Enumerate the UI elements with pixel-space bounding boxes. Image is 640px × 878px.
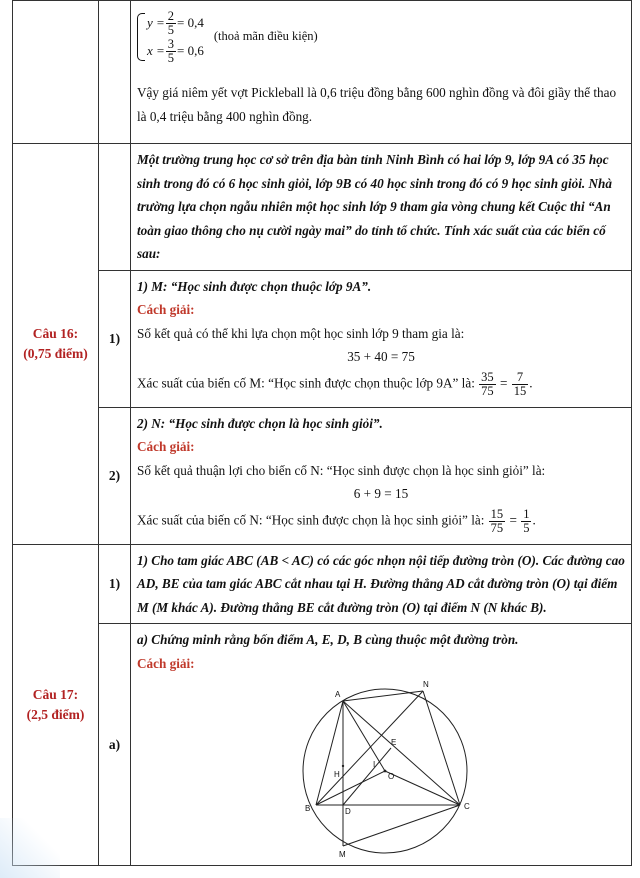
segment-ao (343, 701, 385, 771)
q17-part1-number: 1) (99, 544, 131, 624)
figure-area (137, 675, 625, 861)
label-b: B (305, 804, 311, 813)
question-cell-empty (13, 1, 99, 144)
question-17-label: Câu 17: (2,5 điểm) (13, 544, 99, 866)
label-a: A (335, 690, 341, 699)
question-16-label: Câu 16: (0,75 điểm) (13, 144, 99, 545)
q16-part1-number: 1) (99, 270, 131, 407)
equation-system-line (137, 7, 625, 67)
segment-oc (385, 771, 460, 805)
label-c: C (464, 802, 470, 811)
segment-ac (343, 701, 460, 805)
segment-ab (316, 701, 343, 805)
row-continuation (13, 1, 632, 144)
continuation-content (131, 1, 632, 144)
point-o (384, 770, 387, 773)
equation-x: x = $\frac{3}{5}$ = 0,6 (147, 36, 204, 65)
fraction: $\frac{15}{75}$ (490, 506, 504, 535)
q16-part1-content (131, 270, 632, 407)
fraction: $\frac{35}{75}$ (481, 369, 494, 398)
label-o: O (388, 772, 395, 781)
q16-statement: Một trường trung học cơ sở trên địa bàn tỉnh Ninh Bình có hai lớp 9, lớp 9A có 35 học sinh trong đó có 6 học sinh giỏi, lớp 9B có 40 học sinh trong đó có 9 học sinh giỏi. Nhà trường lựa chọn ngẫu nhiên một học sinh lớp 9 tham gia vòng chung kết Cuộc thi “An toàn giao thông cho nụ cười ngày mai” do tỉnh tổ chức. Tính xác suất của các biến cố sau: (131, 144, 632, 271)
q17-parta-number: a) (99, 624, 131, 866)
segment-de (343, 748, 391, 805)
q16-part2-content (131, 407, 632, 544)
q16-part2-line1: Số kết quả thuận lợi cho biến cố N: “Học sinh được chọn là học sinh giỏi” là: (137, 462, 546, 478)
segment-mc (343, 805, 460, 846)
q17-parta-content (131, 624, 632, 866)
row-q16-statement (13, 144, 632, 271)
method-label: Cách giải: (137, 655, 195, 671)
label-e: E (391, 738, 397, 747)
segment-an (343, 691, 423, 701)
q17-statement: 1) Cho tam giác ABC (AB < AC) có các góc nhọn nội tiếp đường tròn (O). Các đường cao AD, BE của tam giác ABC cắt nhau tại H. Đường thẳng AD cắt đường tròn (O) tại điểm M (M khác A). Đường thẳng BE cắt đường tròn (O) tại điểm N (N khác B). (137, 552, 625, 615)
row-q17-part1 (13, 544, 632, 624)
label-i: I (373, 760, 376, 769)
watermark-corner (0, 818, 60, 878)
row-q17-parta (13, 624, 632, 866)
row-q16-part2 (13, 407, 632, 544)
label-d: D (345, 807, 351, 816)
row-q16-part1 (13, 270, 632, 407)
part-cell-empty (99, 1, 131, 144)
q16-part2-probability: Xác suất của biến cố N: “Học sinh được chọn là học sinh giỏi” là: $\frac{15}{75}$ = $\frac{1}{5}$ . (137, 506, 536, 535)
q16-part2-number: 2) (99, 407, 131, 544)
label-n: N (423, 680, 429, 689)
condition-note: (thoả mãn điều kiện) (213, 29, 318, 44)
fraction-y: $\frac{2}{5}$ (167, 8, 175, 37)
brace-symbol (137, 13, 145, 61)
q16-part2-title: 2) N: “Học sinh được chọn là học sinh giỏi”. (137, 415, 383, 431)
equation-y: y = $\frac{2}{5}$ = 0,4 (147, 8, 204, 37)
q17-parta-statement: a) Chứng minh rằng bốn điểm A, E, D, B cùng thuộc một đường tròn. (137, 632, 519, 647)
equation-system (137, 9, 204, 65)
q16-part1-formula: 35 + 40 = 75 (347, 349, 415, 364)
fraction-x: $\frac{3}{5}$ (167, 36, 175, 65)
q17-part1-content (131, 544, 632, 624)
q16-part1-line1: Số kết quả có thể khi lựa chọn một học sinh lớp 9 tham gia là: (137, 325, 465, 341)
solution-table (12, 0, 632, 866)
q16-part2-formula: 6 + 9 = 15 (353, 486, 409, 501)
point-h (342, 765, 344, 767)
segment-bo (316, 771, 385, 805)
q16-part1-title: 1) M: “Học sinh được chọn thuộc lớp 9A”. (137, 278, 372, 294)
conclusion-text: Vậy giá niêm yết vợt Pickleball là 0,6 triệu đồng bằng 600 nghìn đồng và đôi giầy thể thao là 0,4 triệu bằng 400 nghìn đồng. (137, 85, 617, 124)
label-m: M (339, 850, 346, 857)
fraction: $\frac{7}{15}$ (513, 369, 527, 398)
label-h: H (334, 770, 340, 779)
method-label: Cách giải: (137, 302, 195, 317)
geometry-figure (285, 671, 485, 857)
q16-part1-probability: Xác suất của biến cố M: “Học sinh được chọn thuộc lớp 9A” là: $\frac{35}{75}$ = $\frac{7}{15}$ . (137, 369, 533, 398)
part-cell-empty (99, 144, 131, 271)
fraction: $\frac{1}{5}$ (523, 506, 530, 535)
method-label: Cách giải: (137, 439, 195, 454)
